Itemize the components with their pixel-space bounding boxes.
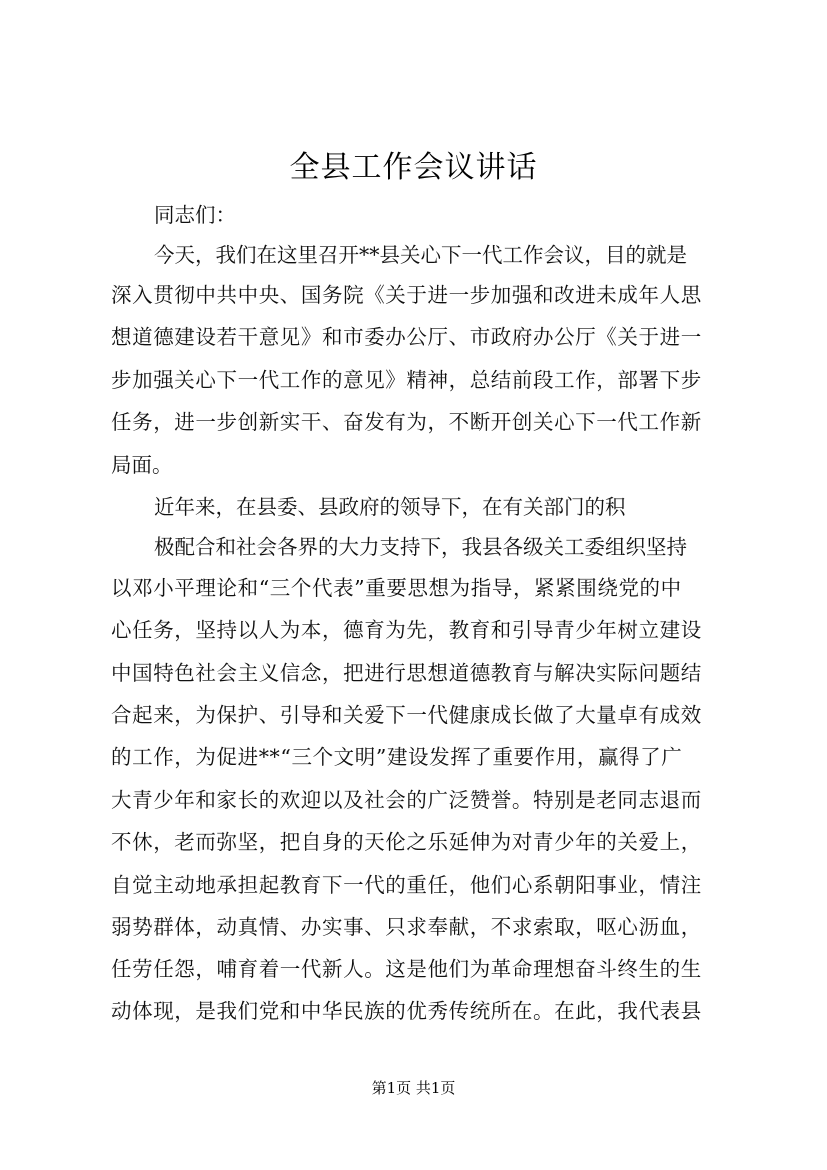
body-line: 今天，我们在这里召开**县关心下一代工作会议，目的就是 <box>154 243 687 267</box>
body-line: 的工作，为促进**“三个文明”建设发挥了重要作用，赢得了广 <box>111 745 683 769</box>
body-line: 近年来，在县委、县政府的领导下，在有关部门的积 <box>154 495 626 519</box>
body-line: 动体现，是我们党和中华民族的优秀传统所在。在此，我代表县 <box>111 999 702 1023</box>
body-line: 局面。 <box>111 453 173 477</box>
body-line: 自觉主动地承担起教育下一代的重任，他们心系朝阳事业，情注 <box>111 873 702 897</box>
body-line: 极配合和社会各界的大力支持下，我县各级关工委组织坚持 <box>154 535 687 559</box>
body-line: 中国特色社会主义信念，把进行思想道德教育与解决实际问题结 <box>111 661 702 685</box>
body-line: 心任务，坚持以人为本，德育为先，教育和引导青少年树立建设 <box>111 618 702 642</box>
body-line: 想道德建设若干意见》和市委办公厅、市政府办公厅《关于进一 <box>111 325 702 349</box>
body-line: 任务，进一步创新实干、奋发有为，不断开创关心下一代工作新 <box>111 410 702 434</box>
body-line: 任劳任怨，哺育着一代新人。这是他们为革命理想奋斗终生的生 <box>111 957 702 981</box>
body-line: 同志们： <box>154 203 236 227</box>
body-line: 深入贯彻中共中央、国务院《关于进一步加强和改进未成年人思 <box>111 283 702 307</box>
body-line: 以邓小平理论和“三个代表”重要思想为指导，紧紧围绕党的中 <box>111 576 682 600</box>
body-line: 弱势群体，动真情、办实事、只求奉献，不求索取，呕心沥血， <box>111 915 702 939</box>
body-line: 大青少年和家长的欢迎以及社会的广泛赞誉。特别是老同志退而 <box>111 788 702 812</box>
document-title: 全县工作会议讲话 <box>289 150 538 185</box>
page-number-footer: 第1页 共1页 <box>371 1079 456 1097</box>
body-line: 不休，老而弥坚，把自身的天伦之乐延伸为对青少年的关爱上， <box>111 830 702 854</box>
body-line: 步加强关心下一代工作的意见》精神，总结前段工作，部署下步 <box>111 368 702 392</box>
body-line: 合起来，为保护、引导和关爱下一代健康成长做了大量卓有成效 <box>111 703 702 727</box>
